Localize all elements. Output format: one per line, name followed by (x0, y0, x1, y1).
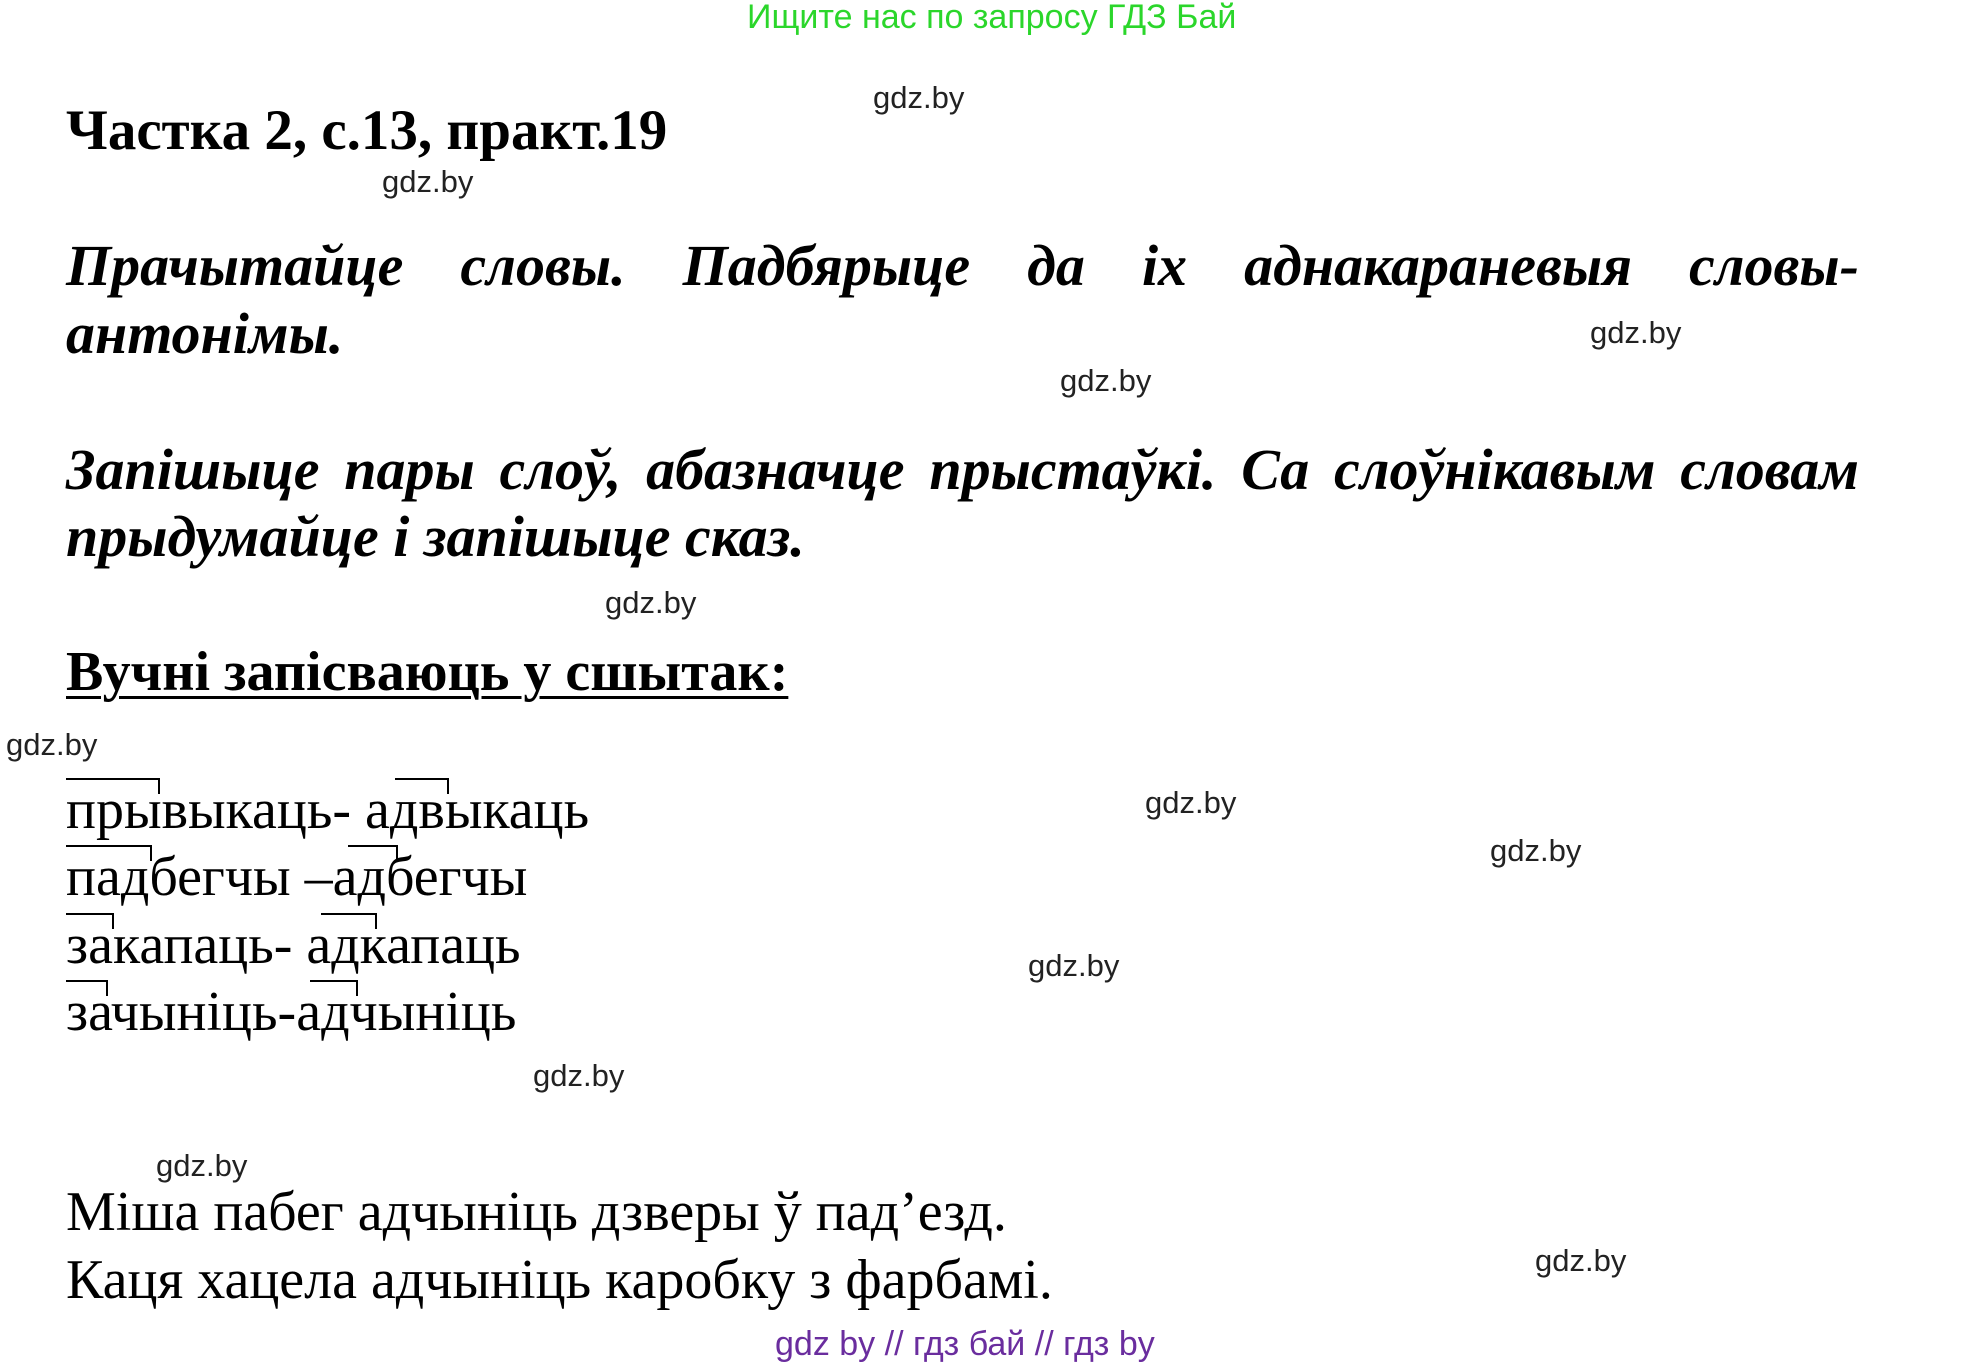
watermark: gdz.by (1145, 785, 1237, 820)
watermark: gdz.by (1060, 363, 1152, 398)
watermark: gdz.by (873, 80, 965, 115)
task-text-2: Запішыце пары слоў, абазначце прыстаўкі. Са слоўнікавым словам (66, 437, 1859, 502)
word-pair: зачыніць-адчыніць (66, 981, 517, 1043)
word-pair: падбегчы –адбегчы (66, 846, 528, 908)
task-text-1b: антонімы. (66, 301, 344, 366)
page-title: Частка 2, с.13, практ.19 (66, 99, 668, 162)
footer-links: gdz by // гдз бай // гдз by (775, 1325, 1155, 1363)
watermark: gdz.by (382, 164, 474, 199)
task-text-2b: прыдумайце і запішыце сказ. (66, 504, 805, 569)
example-sentence: Міша пабег адчыніць дзверы ў пад’езд. (66, 1181, 1007, 1243)
watermark: gdz.by (6, 727, 98, 762)
watermark: gdz.by (156, 1148, 248, 1183)
top-banner: Ищите нас по запросу ГДЗ Бай (747, 0, 1237, 36)
watermark: gdz.by (1028, 948, 1120, 983)
watermark: gdz.by (605, 585, 697, 620)
word-pair: прывыкаць- адвыкаць (66, 779, 590, 841)
example-sentence: Каця хацела адчыніць каробку з фарбамі. (66, 1249, 1053, 1311)
watermark: gdz.by (1590, 315, 1682, 350)
watermark: gdz.by (1490, 833, 1582, 868)
watermark: gdz.by (1535, 1243, 1627, 1278)
answer-heading: Вучні запісваюць у сшытак: (66, 641, 789, 703)
task-text-1: Прачытайце словы. Падбярыце да іх аднакараневыя словы- (66, 233, 1859, 298)
word-pair: закапаць- адкапаць (66, 914, 521, 976)
watermark: gdz.by (533, 1058, 625, 1093)
